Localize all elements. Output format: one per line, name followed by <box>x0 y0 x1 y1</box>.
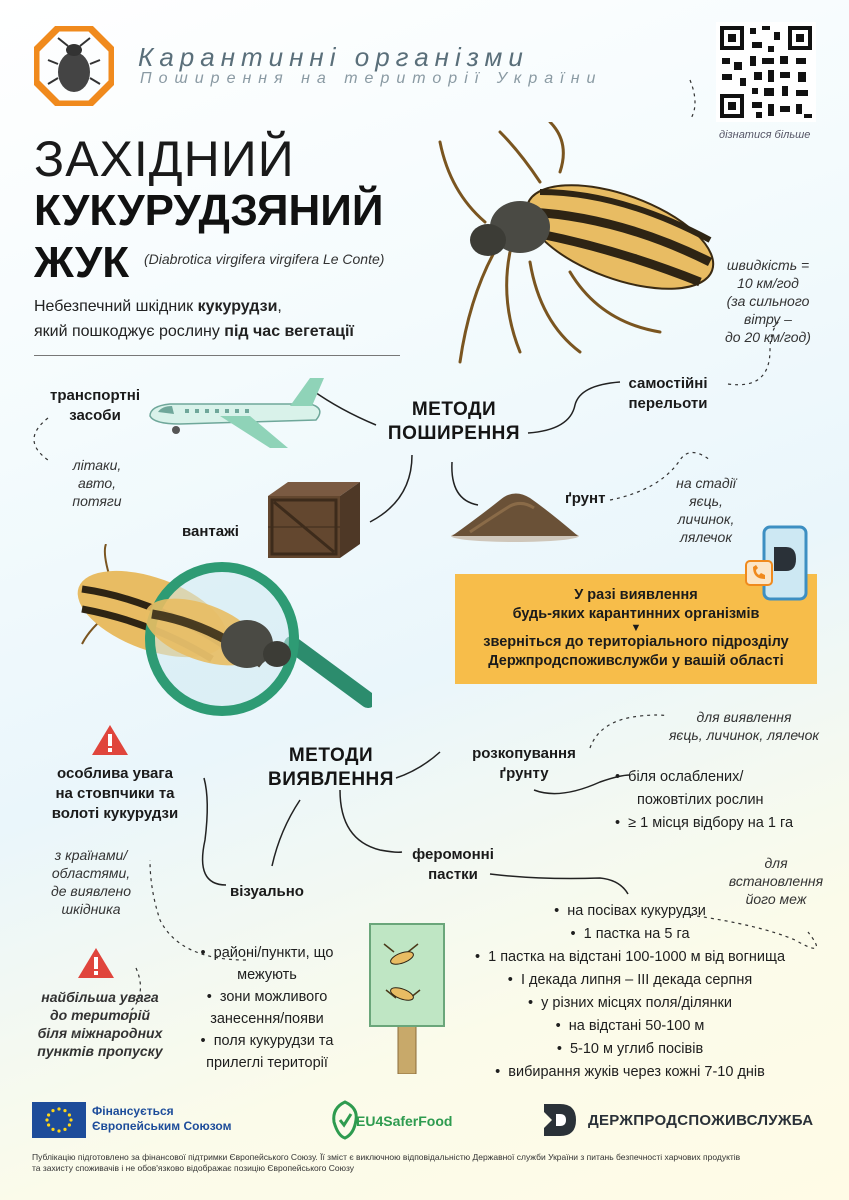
list-item: • 5-10 м углиб посівів <box>556 1041 704 1057</box>
eu4safer-label: EU4SaferFood <box>356 1113 453 1129</box>
list-item: занесення/появи <box>210 1011 324 1027</box>
trap-list <box>440 900 820 1084</box>
countries-note: з країнами/ областями, де виявлено шкідника <box>50 847 131 917</box>
dps-label: ДЕРЖПРОДСПОЖИВСЛУЖБА <box>588 1112 814 1129</box>
list-item: • поля кукурудзи та <box>200 1033 334 1049</box>
visual-label: візуально <box>230 883 304 900</box>
page-title-line1: ЗАХІДНИЙ <box>34 131 295 187</box>
footer-disclaimer: Публікацію підготовлено за фінансової підтримки Європейського Союзу. Її зміст є виключною відповідальністю Державної служби України з питань безпечності харчових продуктів та захисту споживачів і не обов'язково відображає позицію Європейського Союзу <box>32 1152 741 1173</box>
soil-label: ґрунт <box>565 490 606 507</box>
traps-note: для встановлення його меж <box>728 855 824 907</box>
list-item: • 1 пастка на відстані 100-1000 м від вогнища <box>474 949 786 965</box>
soil-note: на стадії яєць, личинок, лялечок <box>676 475 736 545</box>
list-item: прилеглі території <box>206 1055 328 1071</box>
list-item: • 1 пастка на 5 га <box>570 926 690 942</box>
eu-funding-label: Фінансується Європейським Союзом <box>92 1104 232 1133</box>
airplane-icon <box>140 378 330 450</box>
alert-text: У разі виявлення будь-яких карантинних організмів ▼ зверніться до територіального підрозділу Держпродспоживслужби у вашій області <box>455 586 817 671</box>
eu-flag-icon <box>32 1102 86 1138</box>
border-note: найбільша увага до територій біля міжнародних пунктів пропуску <box>37 989 163 1059</box>
chevron-down-icon: ▼ <box>630 622 642 634</box>
latin-name: (Diabrotica virgifera virgifera Le Conte) <box>144 251 385 267</box>
list-item: • вибирання жуків через кожні 7-10 днів <box>495 1064 765 1080</box>
list-item: • біля ослаблених/ <box>615 769 744 785</box>
list-item: • районі/пункти, що <box>200 945 334 961</box>
visual-list <box>178 942 356 1074</box>
list-item: • на відстані 50-100 м <box>555 1018 705 1034</box>
qr-caption: дізнатися більше <box>719 129 811 141</box>
transport-note: літаки, авто, потяги <box>72 457 122 509</box>
warning-icon <box>90 723 130 757</box>
header-title: Карантинні організми <box>138 42 529 72</box>
soil-pile-icon <box>450 486 580 542</box>
list-item: пожовтілих рослин <box>637 792 764 808</box>
cargo-label: вантажі <box>182 523 239 540</box>
dig-list <box>615 766 825 835</box>
transport-label: транспортні засоби <box>49 387 140 424</box>
dig-note: для виявлення яєць, личинок, лялечок <box>668 709 820 743</box>
spread-heading: МЕТОДИ ПОШИРЕННЯ <box>387 399 521 444</box>
trap-sign-icon <box>368 922 446 1074</box>
header-subtitle: Поширення на території України <box>140 70 603 87</box>
dig-label: розкопування ґрунту <box>472 745 576 782</box>
flight-label: самостійні перельоти <box>628 375 708 412</box>
page-title-line2: КУКУРУДЗЯНИЙ <box>34 186 384 235</box>
attention-label: особлива увага на стовпчики та волоті кукурудзи <box>51 765 179 822</box>
magnifier-icon <box>72 544 372 724</box>
list-item: • у різних місцях поля/ділянки <box>528 995 732 1011</box>
page-title-line3: ЖУК <box>34 238 130 287</box>
list-item: • зони можливого <box>206 989 328 1005</box>
list-item: межують <box>237 967 297 983</box>
list-item: • на посівах кукурудзи <box>554 903 706 919</box>
intro-text: Небезпечний шкідник кукурудзи, який пошкоджує рослину під час вегетації <box>34 298 354 340</box>
list-item: • ≥ 1 місця відбору на 1 га <box>615 815 794 831</box>
dps-logo-icon <box>540 1100 580 1140</box>
detect-heading: МЕТОДИ ВИЯВЛЕННЯ <box>268 745 394 790</box>
list-item: • I декада липня – III декада серпня <box>507 972 753 988</box>
warning-icon <box>76 946 116 980</box>
speed-note: швидкість = 10 км/год (за сильного вітру – до 20 км/год) <box>725 257 811 345</box>
traps-label: феромонні пастки <box>412 846 494 883</box>
